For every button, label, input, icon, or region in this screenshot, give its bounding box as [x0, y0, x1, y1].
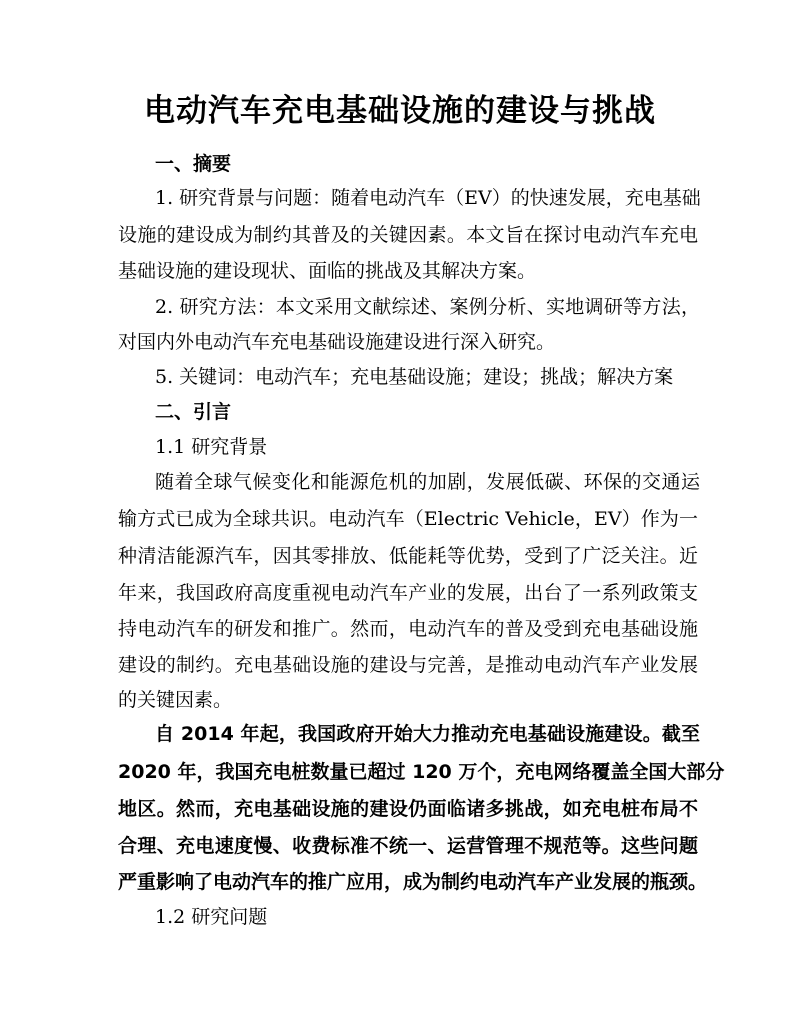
paragraph-2-line-3: 地区。然而，充电基础设施的建设仍面临诸多挑战，如充电桩布局不 [118, 798, 698, 820]
abstract-item-2-line-1: 2. 研究方法：本文采用文献综述、案例分析、实地调研等方法， [155, 296, 700, 318]
paragraph-1-line-1: 随着全球气候变化和能源危机的加剧，发展低碳、环保的交通运 [155, 471, 700, 493]
paragraph-2-line-5: 严重影响了电动汽车的推广应用，成为制约电动汽车产业发展的瓶颈。 [118, 871, 708, 893]
abstract-item-2-line-2: 对国内外电动汽车充电基础设施建设进行深入研究。 [118, 331, 556, 353]
page-title: 电动汽车充电基础设施的建设与挑战 [144, 93, 656, 129]
abstract-item-1-line-1: 1. 研究背景与问题：随着电动汽车（EV）的快速发展，充电基础 [155, 187, 701, 209]
intro-heading: 二、引言 [155, 401, 232, 423]
paragraph-1-line-7: 的关键因素。 [118, 689, 233, 711]
paragraph-2-line-4: 合理、充电速度慢、收费标准不统一、运营管理不规范等。这些问题 [118, 835, 698, 857]
paragraph-1-line-4: 年来，我国政府高度重视电动汽车产业的发展，出台了一系列政策支 [118, 582, 698, 604]
paragraph-1-line-3: 种清洁能源汽车，因其零排放、低能耗等优势，受到了广泛关注。近 [118, 545, 698, 567]
section-1-2-heading: 1.2 研究问题 [155, 906, 268, 928]
paragraph-2-line-1: 自 2014 年起，我国政府开始大力推动充电基础设施建设。截至 [155, 723, 700, 745]
keywords-line: 5. 关键词：电动汽车；充电基础设施；建设；挑战；解决方案 [155, 366, 674, 388]
paragraph-1-line-2: 输方式已成为全球共识。电动汽车（Electric Vehicle，EV）作为一 [118, 508, 698, 530]
abstract-item-1-line-3: 基础设施的建设现状、面临的挑战及其解决方案。 [118, 260, 537, 282]
paragraph-2-line-2: 2020 年，我国充电桩数量已超过 120 万个，充电网络覆盖全国大部分 [118, 761, 725, 783]
abstract-item-1-line-2: 设施的建设成为制约其普及的关键因素。本文旨在探讨电动汽车充电 [118, 224, 698, 246]
paragraph-1-line-5: 持电动汽车的研发和推广。然而，电动汽车的普及受到充电基础设施 [118, 618, 698, 640]
abstract-heading: 一、摘要 [155, 153, 232, 175]
section-1-1-heading: 1.1 研究背景 [155, 436, 268, 458]
paragraph-1-line-6: 建设的制约。充电基础设施的建设与完善，是推动电动汽车产业发展 [118, 654, 698, 676]
